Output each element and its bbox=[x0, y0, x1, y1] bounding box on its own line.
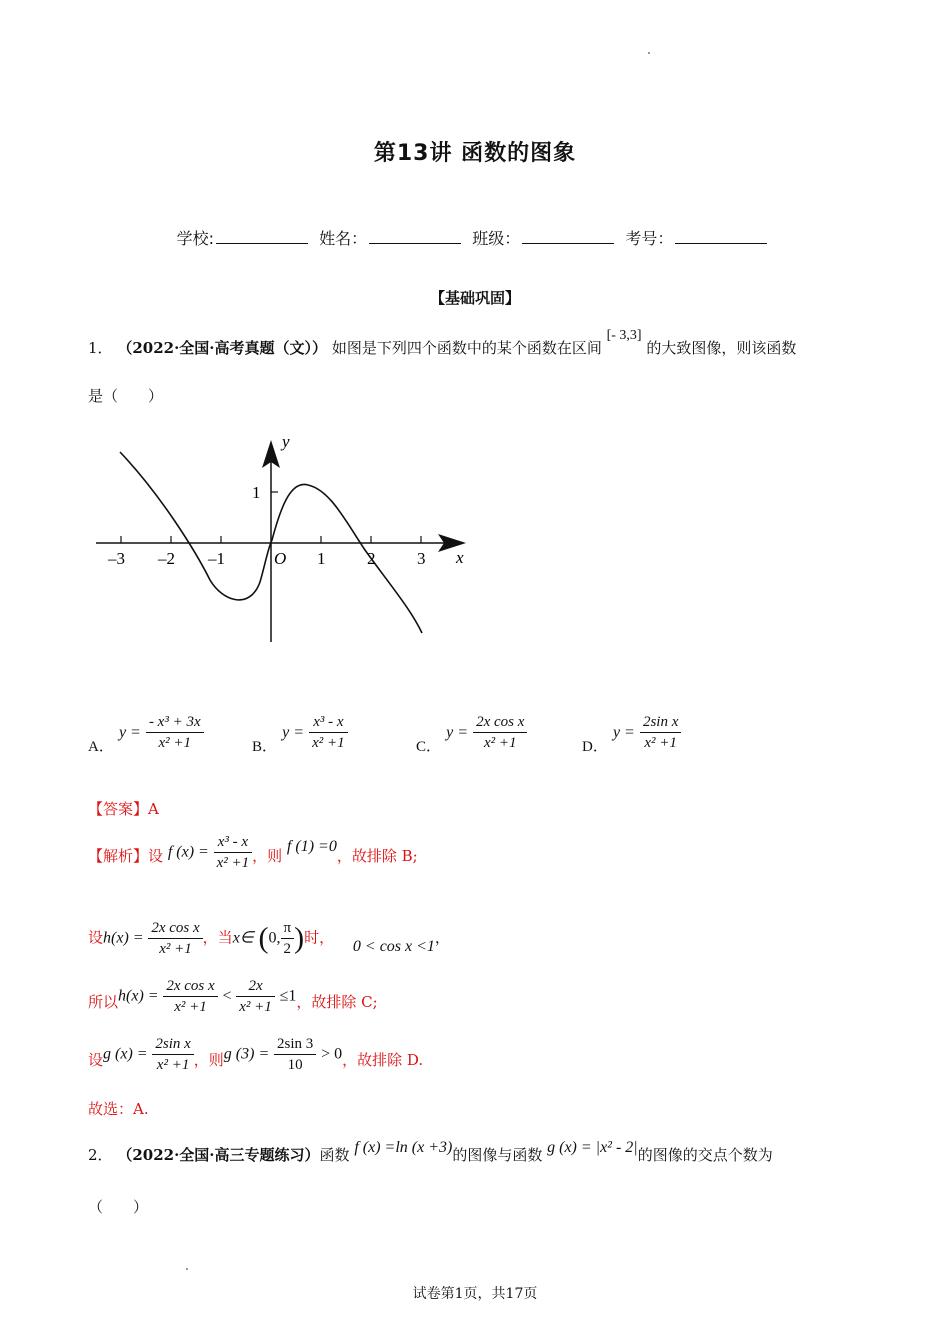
option-c[interactable] bbox=[416, 712, 527, 753]
q2-line2: （ ） bbox=[88, 1198, 149, 1216]
q1-source: （2022·全国·高考真题（文）） bbox=[117, 339, 328, 357]
func-f: f (x) = bbox=[167, 843, 209, 861]
text: 设 bbox=[88, 1050, 104, 1069]
option-letter: B． bbox=[252, 739, 278, 755]
option-lhs: y = bbox=[282, 724, 305, 741]
analysis-line-2 bbox=[88, 918, 450, 959]
cond: x∈ bbox=[232, 929, 254, 947]
option-b[interactable] bbox=[252, 712, 348, 753]
section-heading: 【基础巩固】 bbox=[429, 289, 520, 307]
name-label: 姓名： bbox=[319, 229, 368, 248]
q1-text1: 如图是下列四个函数中的某个函数在区间 bbox=[331, 339, 602, 357]
y-axis-label: y bbox=[282, 432, 290, 451]
text: ，故排除 C; bbox=[296, 992, 378, 1011]
text: ，当 bbox=[202, 928, 233, 947]
analysis-line-4 bbox=[88, 1034, 423, 1075]
gt: > 0 bbox=[321, 1045, 343, 1063]
text: 所以 bbox=[88, 992, 119, 1011]
text: ， bbox=[434, 928, 450, 947]
option-lhs: y = bbox=[118, 724, 141, 741]
option-lhs: y = bbox=[612, 724, 635, 741]
q2-number: 2． bbox=[88, 1146, 113, 1164]
fraction: $\frac{\text{x³ - x}}{\text{x² +1}}$ bbox=[214, 832, 253, 873]
answer-label: 【答案】 bbox=[88, 800, 149, 818]
class-blank[interactable] bbox=[522, 229, 614, 244]
option-lhs: y = bbox=[446, 724, 469, 741]
id-label: 考号： bbox=[625, 229, 674, 248]
option-letter: D． bbox=[582, 739, 608, 755]
q2-text2: 的图像与函数 bbox=[452, 1146, 543, 1164]
option-fraction: $\frac{\text{- x³ + 3x}}{\text{x² +1}}$ bbox=[146, 712, 204, 753]
page-title: 第13讲 函数的图象 bbox=[373, 141, 577, 166]
lt: < bbox=[222, 987, 232, 1005]
ineq: 0 < cos x <1 bbox=[352, 937, 435, 955]
school-label: 学校: bbox=[176, 229, 215, 248]
x-axis-label: x bbox=[456, 548, 464, 567]
q1-text2: 的大致图像，则该函数 bbox=[646, 339, 797, 357]
x-tick-label: 2 bbox=[367, 549, 376, 568]
school-blank[interactable] bbox=[216, 229, 308, 244]
text: ，故排除 D. bbox=[342, 1050, 424, 1069]
le: ≤1 bbox=[279, 987, 297, 1005]
x-tick-label: –1 bbox=[208, 549, 225, 568]
x-tick-label: 3 bbox=[417, 549, 426, 568]
fraction: $\frac{\pi}{2}$ bbox=[281, 918, 295, 959]
page-footer: 试卷第1页，共17页 bbox=[412, 1286, 538, 1302]
analysis-label: 【解析】 bbox=[88, 846, 149, 865]
q2-f: f (x) =ln (x +3) bbox=[354, 1139, 453, 1156]
answer-value: A bbox=[148, 800, 159, 818]
interval-left: 0, bbox=[268, 929, 281, 947]
conclusion: 故选：A. bbox=[88, 1100, 149, 1118]
y-tick-1: 1 bbox=[252, 483, 261, 502]
fraction: $\frac{2x}{\text{x² +1}}$ bbox=[236, 976, 275, 1017]
function-graph bbox=[90, 430, 480, 645]
id-blank[interactable] bbox=[675, 229, 767, 244]
origin-label: O bbox=[274, 549, 287, 568]
q2-line1 bbox=[88, 1136, 888, 1164]
func-g: g (x) = bbox=[103, 1045, 148, 1063]
fraction: $\frac{\text{2sin x}}{\text{x² +1}}$ bbox=[152, 1034, 193, 1075]
text: 设 bbox=[148, 846, 164, 865]
analysis-line-1 bbox=[88, 832, 418, 873]
corner-mark bbox=[186, 1268, 188, 1270]
fraction: $\frac{\text{2x cos x}}{\text{x² +1}}$ bbox=[163, 976, 217, 1017]
q1-line1 bbox=[88, 328, 868, 358]
corner-mark bbox=[648, 52, 650, 54]
name-blank[interactable] bbox=[369, 229, 461, 244]
answer-line bbox=[88, 798, 159, 819]
option-fraction: $\frac{\text{2sin x}}{\text{x² +1}}$ bbox=[640, 712, 681, 753]
eq-f1: f (1) =0 bbox=[286, 837, 337, 855]
option-fraction: $\frac{\text{2x cos x}}{\text{x² +1}}$ bbox=[473, 712, 527, 753]
text: ，则 bbox=[193, 1050, 224, 1069]
option-d[interactable] bbox=[582, 712, 681, 753]
text: 设 bbox=[88, 928, 104, 947]
func-h: h(x) = bbox=[103, 929, 144, 947]
q2-text1: 函数 bbox=[319, 1146, 350, 1164]
text: ，故排除 B; bbox=[336, 846, 418, 865]
x-tick-label: –2 bbox=[158, 549, 175, 568]
option-letter: A． bbox=[88, 739, 114, 755]
fraction: $\frac{\text{2x cos x}}{\text{x² +1}}$ bbox=[148, 918, 202, 959]
q2-source: （2022·全国·高三专题练习） bbox=[117, 1146, 320, 1164]
fraction: $\frac{2\sin 3}{10}$ bbox=[274, 1034, 316, 1075]
x-tick-label: –3 bbox=[108, 549, 125, 568]
q1-interval: [- 3,3] bbox=[606, 328, 642, 343]
option-fraction: $\frac{\text{x³ - x}}{\text{x² +1}}$ bbox=[309, 712, 348, 753]
g3: g (3) = bbox=[223, 1045, 270, 1063]
text: ，则 bbox=[252, 846, 283, 865]
option-a[interactable] bbox=[88, 712, 204, 753]
paren-close: ) bbox=[294, 921, 305, 955]
analysis-line-3 bbox=[88, 976, 378, 1017]
q1-number: 1． bbox=[88, 339, 113, 357]
func-h: h(x) = bbox=[118, 987, 159, 1005]
text: 时， bbox=[304, 928, 335, 947]
option-letter: C． bbox=[416, 739, 442, 755]
x-tick-label: 1 bbox=[317, 549, 326, 568]
paren-open: ( bbox=[258, 921, 269, 955]
q1-line2: 是（ ） bbox=[88, 387, 164, 405]
student-info-line bbox=[0, 226, 950, 249]
q2-g: g (x) = |x² - 2| bbox=[547, 1139, 638, 1156]
q2-text3: 的图像的交点个数为 bbox=[637, 1146, 773, 1164]
class-label: 班级： bbox=[472, 229, 521, 248]
